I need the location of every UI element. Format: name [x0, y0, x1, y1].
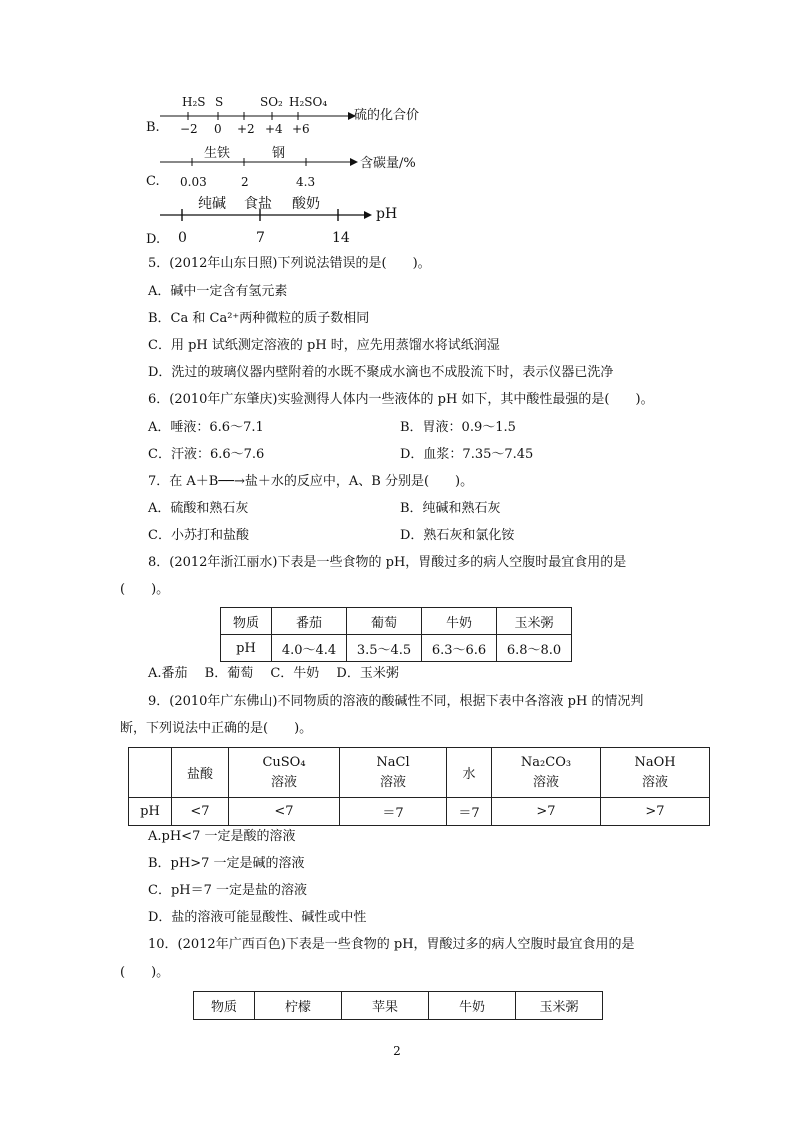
q10-cell-3: 牛奶: [429, 992, 516, 1020]
q9-header-2: CuSO₄ 溶液: [229, 748, 340, 798]
q6-option-b: B．胃液：0.9～1.5: [400, 420, 516, 435]
q9-cell-2: <7: [229, 798, 340, 826]
q9-header-1: 盐酸: [172, 748, 229, 798]
numberline-d: [146, 194, 446, 248]
page-number: 2: [393, 1044, 401, 1058]
q9-cell-1: <7: [172, 798, 229, 826]
tick-b-1: −2: [180, 122, 198, 136]
q6-option-d: D．血浆：7.35～7.45: [400, 447, 534, 462]
label-yogurt: 酸奶: [292, 196, 320, 212]
axis-label-d: pH: [376, 206, 398, 222]
q7-option-d: D．熟石灰和氯化铵: [400, 528, 515, 543]
label-steel: 钢: [272, 146, 286, 161]
q7-option-c: C．小苏打和盐酸: [148, 528, 249, 543]
axis-label-c: 含碳量/%: [360, 156, 416, 171]
q8-stem-cont: ( )。: [120, 582, 170, 597]
q9-stem: 9．(2010年广东佛山)不同物质的溶液的酸碱性不同，根据下表中各溶液 pH 的情况判: [148, 694, 644, 709]
q9-option-c: C．pH＝7 一定是盐的溶液: [148, 883, 308, 898]
label-soda-ash: 纯碱: [198, 196, 226, 212]
q8-cell-h0: 物质: [221, 608, 272, 635]
tick-d-3: 14: [332, 230, 350, 246]
q9-header-6: NaOH 溶液: [601, 748, 710, 798]
label-salt: 食盐: [244, 196, 272, 212]
tick-b-2: 0: [214, 122, 222, 136]
q7-option-b: B．纯碱和熟石灰: [400, 501, 501, 516]
tick-d-1: 0: [178, 230, 187, 246]
q9-table: [128, 747, 710, 826]
q9-header-5: Na₂CO₃ 溶液: [492, 748, 601, 798]
q9-cell-6: >7: [601, 798, 710, 826]
q8-stem: 8．(2012年浙江丽水)下表是一些食物的 pH，胃酸过多的病人空腹时最宜食用的是: [148, 555, 627, 570]
q9-cell-5: >7: [492, 798, 601, 826]
q10-stem: 10．(2012年广西百色)下表是一些食物的 pH，胃酸过多的病人空腹时最宜食用的是: [148, 937, 635, 952]
label-h2s: H₂S: [182, 95, 206, 109]
q8-cell-h4: 玉米粥: [497, 608, 572, 635]
q8-cell-h1: 番茄: [272, 608, 347, 635]
option-letter-b: B.: [146, 120, 160, 135]
q7-stem: 7．在 A＋B──→盐＋水的反应中，A、B 分别是( )。: [148, 474, 474, 489]
q6-option-c: C．汗液：6.6～7.6: [148, 447, 265, 462]
q9-option-a: A.pH<7 一定是酸的溶液: [148, 829, 296, 844]
option-letter-d: D.: [146, 232, 161, 247]
q10-cell-4: 玉米粥: [516, 992, 603, 1020]
q8-cell-r1: 4.0～4.4: [272, 635, 347, 662]
q8-cell-h2: 葡萄: [347, 608, 422, 635]
label-s: S: [215, 95, 224, 109]
q5-option-b: B．Ca 和 Ca²⁺两种微粒的质子数相同: [148, 311, 370, 326]
q7-option-a: A．硫酸和熟石灰: [148, 501, 249, 516]
q8-table: [220, 607, 572, 662]
tick-c-1: 0.03: [180, 175, 207, 189]
tick-b-3: +2: [237, 122, 255, 136]
q10-table: [193, 991, 603, 1020]
numberline-c-axis: [160, 156, 360, 168]
q9-header-3: NaCl 溶液: [340, 748, 447, 798]
q10-cell-1: 柠檬: [255, 992, 342, 1020]
q8-cell-r2: 3.5～4.5: [347, 635, 422, 662]
q6-stem: 6．(2010年广东肇庆)实验测得人体内一些液体的 pH 如下，其中酸性最强的是( )。: [148, 392, 654, 407]
numberline-c: [146, 144, 446, 190]
tick-d-2: 7: [256, 230, 265, 246]
q8-options: A.番茄 B．葡萄 C．牛奶 D．玉米粥: [148, 666, 399, 681]
q9-stem-cont: 断，下列说法中正确的是( )。: [120, 721, 313, 736]
q9-header-0: [129, 748, 172, 798]
q8-cell-h3: 牛奶: [422, 608, 497, 635]
numberline-b: [146, 92, 446, 138]
numberline-d-axis: [160, 208, 380, 222]
q9-option-b: B．pH>7 一定是碱的溶液: [148, 856, 305, 871]
label-so2: SO₂: [260, 95, 283, 109]
q8-cell-r0: pH: [221, 635, 272, 662]
label-pig-iron: 生铁: [204, 146, 231, 161]
q9-cell-4: ＝7: [447, 798, 492, 826]
axis-label-b: 硫的化合价: [354, 108, 420, 123]
tick-c-3: 4.3: [296, 175, 316, 189]
q5-option-a: A．碱中一定含有氢元素: [148, 284, 288, 299]
q9-option-d: D．盐的溶液可能显酸性、碱性或中性: [148, 910, 367, 925]
tick-b-4: +4: [265, 122, 283, 136]
q10-stem-cont: ( )。: [120, 965, 170, 980]
q6-option-a: A．唾液：6.6～7.1: [148, 420, 264, 435]
q10-cell-2: 苹果: [342, 992, 429, 1020]
tick-b-5: +6: [292, 122, 310, 136]
q8-cell-r3: 6.3～6.6: [422, 635, 497, 662]
q9-cell-3: ＝7: [340, 798, 447, 826]
q9-cell-0: pH: [129, 798, 172, 826]
q5-stem: 5．(2012年山东日照)下列说法错误的是( )。: [148, 256, 431, 271]
tick-c-2: 2: [241, 175, 249, 189]
q8-cell-r4: 6.8～8.0: [497, 635, 572, 662]
q9-header-4: 水: [447, 748, 492, 798]
q5-option-c: C．用 pH 试纸测定溶液的 pH 时，应先用蒸馏水将试纸润湿: [148, 338, 500, 353]
option-letter-c: C.: [146, 174, 160, 189]
q5-option-d: D．洗过的玻璃仪器内壁附着的水既不聚成水滴也不成股流下时，表示仪器已洗净: [148, 365, 614, 380]
label-h2so4: H₂SO₄: [289, 95, 328, 109]
q10-cell-0: 物质: [194, 992, 255, 1020]
